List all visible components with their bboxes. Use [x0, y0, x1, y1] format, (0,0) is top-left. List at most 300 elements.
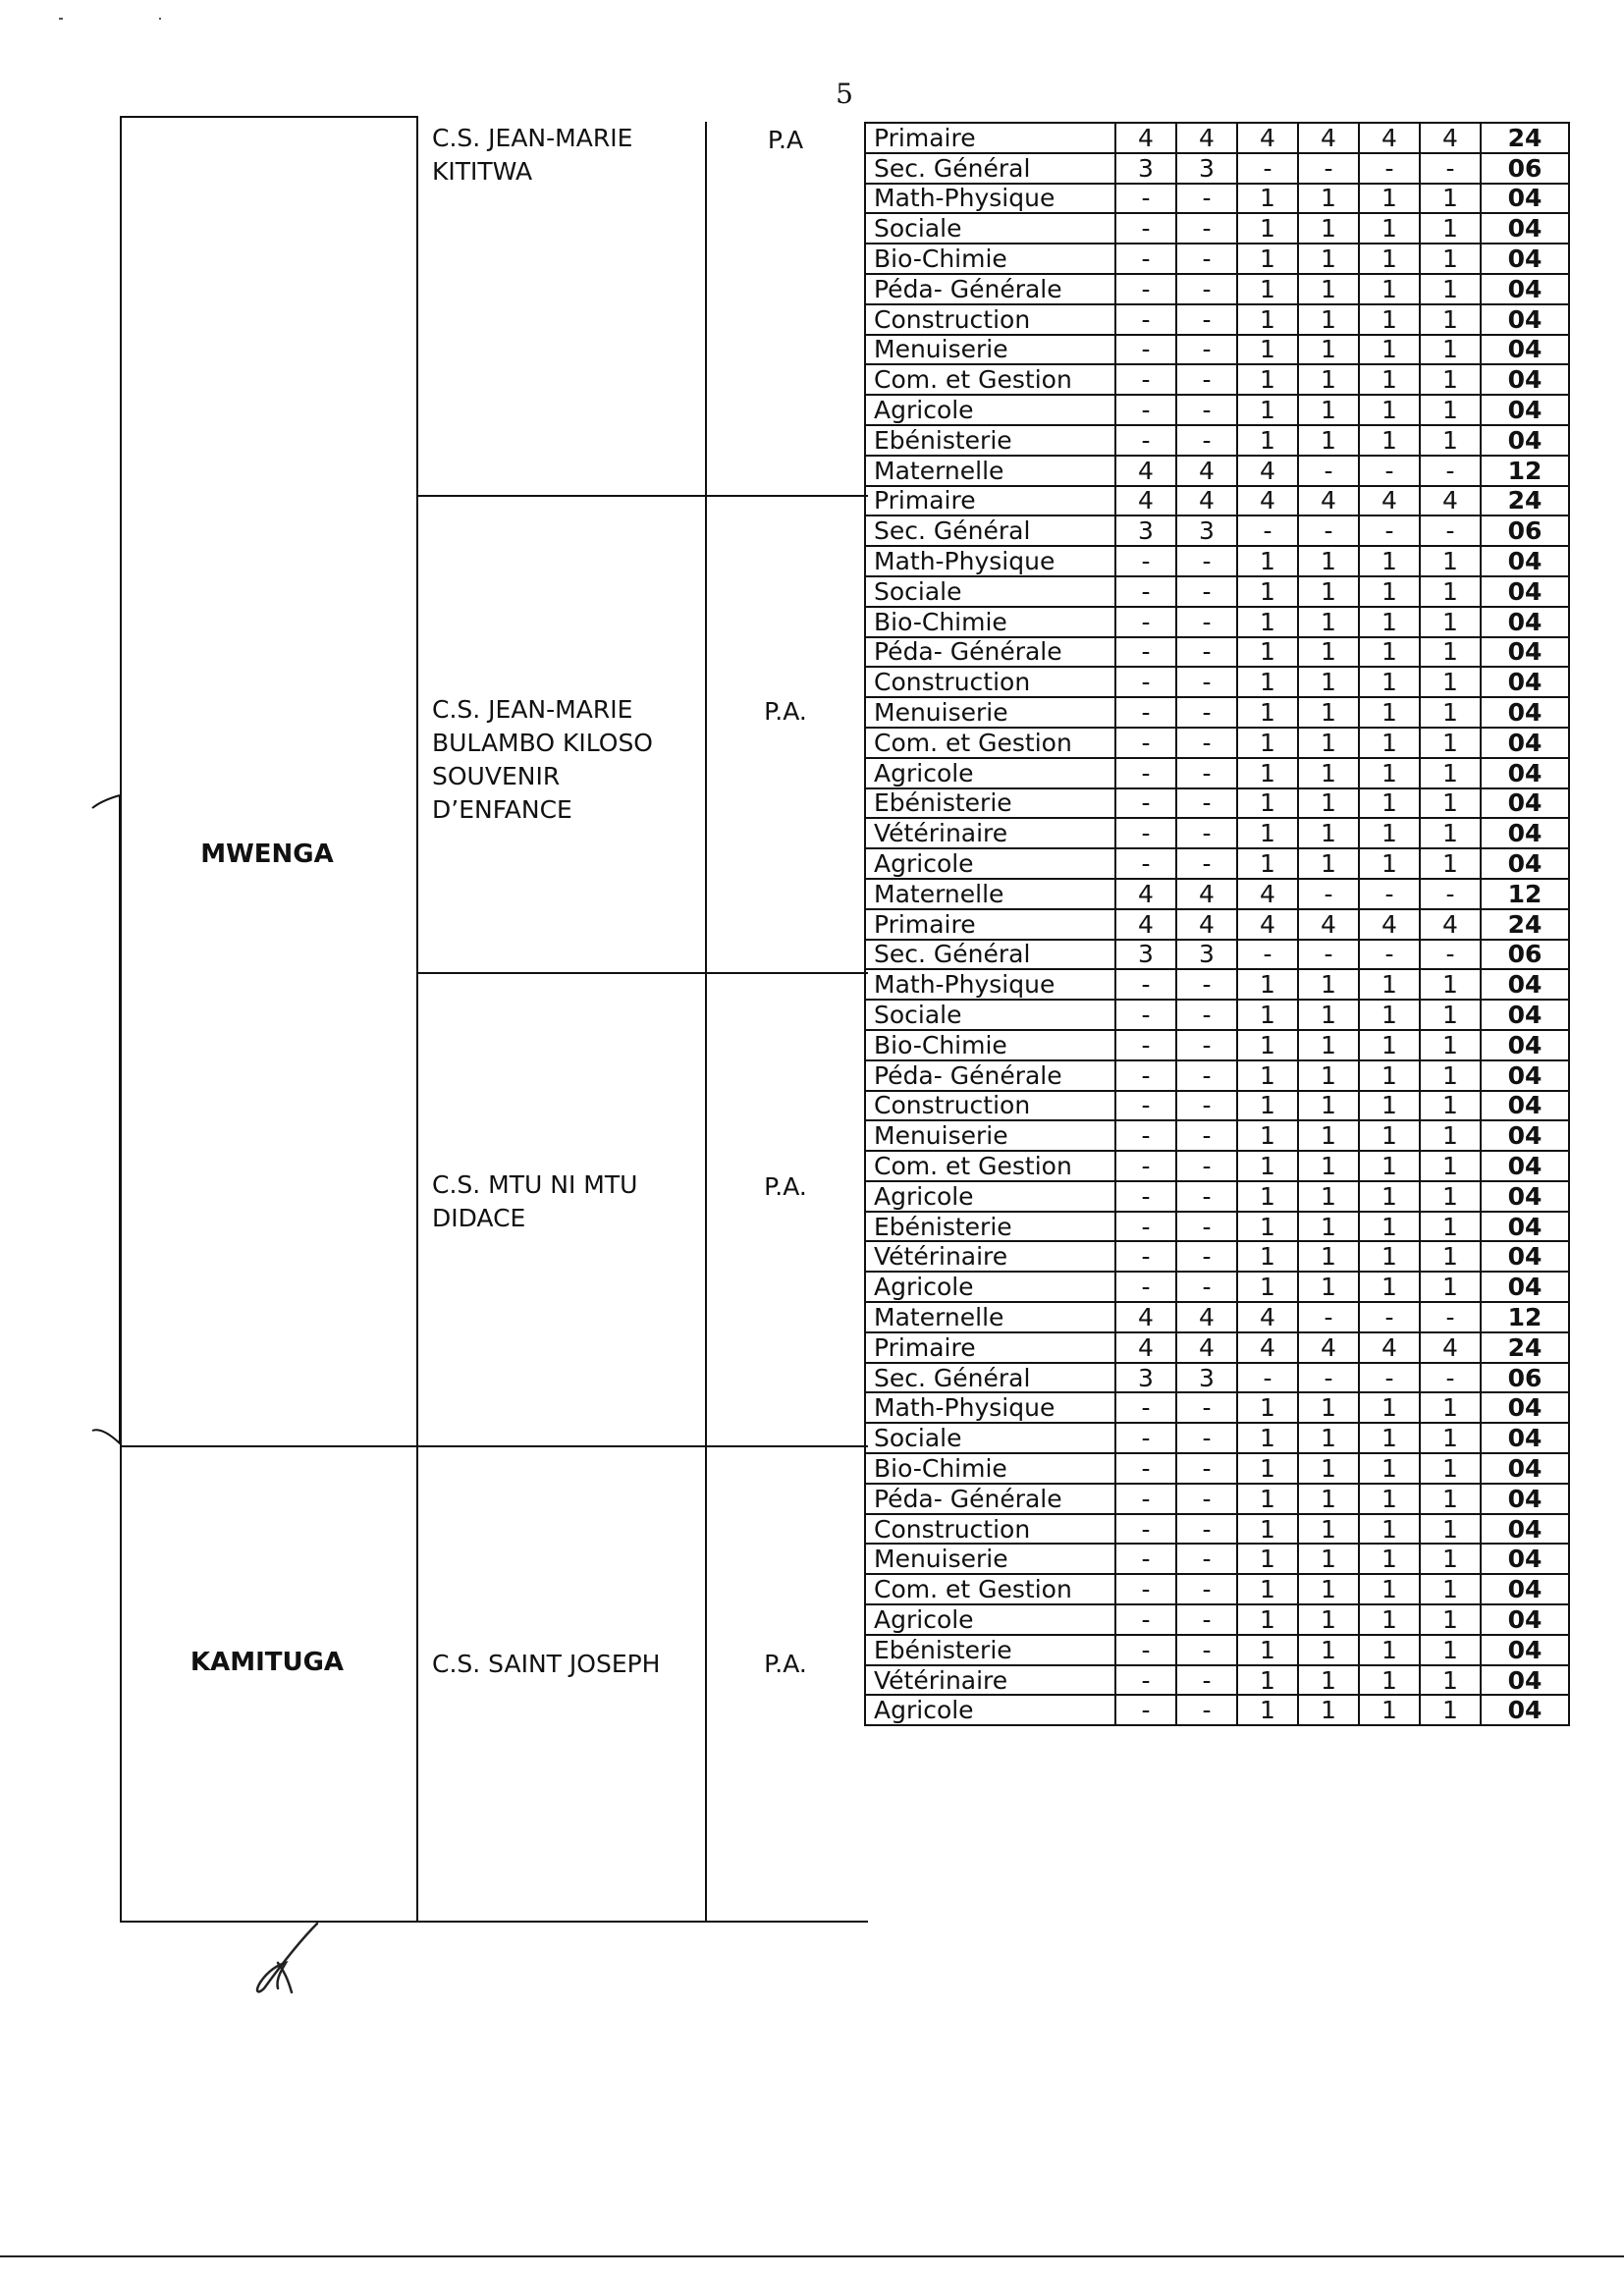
class-count: 1 — [1359, 1241, 1420, 1272]
section-name: Primaire — [865, 1332, 1115, 1363]
class-count: 1 — [1359, 546, 1420, 576]
class-count: 4 — [1420, 909, 1481, 940]
section-row — [865, 1030, 1569, 1060]
class-count: - — [1176, 697, 1237, 728]
class-count: - — [1298, 515, 1359, 546]
section-name: Vétérinaire — [865, 1241, 1115, 1272]
class-count: 1 — [1359, 1665, 1420, 1696]
class-count: 1 — [1298, 1635, 1359, 1665]
section-name: Sec. Général — [865, 940, 1115, 970]
class-count: 1 — [1237, 697, 1298, 728]
class-count: 1 — [1420, 213, 1481, 244]
class-count: 1 — [1298, 1695, 1359, 1725]
class-count: 1 — [1298, 1392, 1359, 1423]
class-count: 1 — [1237, 395, 1298, 425]
class-count: 1 — [1298, 1423, 1359, 1453]
section-total: 04 — [1481, 1453, 1569, 1484]
class-count: 4 — [1359, 486, 1420, 516]
class-count: 1 — [1237, 1030, 1298, 1060]
class-count: 1 — [1420, 395, 1481, 425]
class-count: 1 — [1298, 667, 1359, 697]
class-count: 4 — [1176, 1332, 1237, 1363]
class-count: 3 — [1115, 153, 1176, 184]
section-total: 24 — [1481, 1332, 1569, 1363]
section-name: Com. et Gestion — [865, 1574, 1115, 1604]
class-count: - — [1176, 335, 1237, 365]
class-count: 1 — [1359, 969, 1420, 1000]
section-name: Sociale — [865, 213, 1115, 244]
class-count: 1 — [1298, 274, 1359, 304]
class-count: 1 — [1420, 1665, 1481, 1696]
class-count: 1 — [1359, 1423, 1420, 1453]
class-count: 1 — [1237, 1120, 1298, 1151]
class-count: 1 — [1359, 1151, 1420, 1181]
class-count: - — [1420, 515, 1481, 546]
class-count: 1 — [1237, 576, 1298, 607]
school-name-3: C.S. MTU NI MTU DIDACE — [432, 1170, 638, 1232]
class-count: - — [1115, 1635, 1176, 1665]
class-count: - — [1298, 940, 1359, 970]
class-count: 1 — [1359, 697, 1420, 728]
section-row — [865, 1574, 1569, 1604]
section-total: 04 — [1481, 395, 1569, 425]
class-count: 1 — [1420, 244, 1481, 274]
section-row — [865, 940, 1569, 970]
class-count: - — [1237, 1363, 1298, 1393]
class-count: 1 — [1237, 304, 1298, 335]
class-count: - — [1115, 969, 1176, 1000]
section-row — [865, 728, 1569, 758]
class-count: 1 — [1359, 667, 1420, 697]
section-total: 04 — [1481, 607, 1569, 637]
section-total: 04 — [1481, 1060, 1569, 1091]
class-count: 1 — [1359, 1030, 1420, 1060]
class-count: 1 — [1237, 335, 1298, 365]
section-name: Sociale — [865, 576, 1115, 607]
class-count: 4 — [1115, 879, 1176, 909]
section-total: 04 — [1481, 335, 1569, 365]
section-name: Ebénisterie — [865, 788, 1115, 819]
class-count: 4 — [1115, 123, 1176, 153]
section-total: 04 — [1481, 546, 1569, 576]
school-type-1: P.A — [767, 126, 804, 154]
class-count: - — [1115, 637, 1176, 668]
class-count: - — [1176, 1604, 1237, 1635]
class-count: - — [1115, 1060, 1176, 1091]
class-count: 1 — [1298, 1000, 1359, 1030]
class-count: 1 — [1420, 969, 1481, 1000]
section-row — [865, 395, 1569, 425]
region-name-mwenga: MWENGA — [200, 840, 334, 869]
section-total: 04 — [1481, 244, 1569, 274]
class-count: 4 — [1176, 456, 1237, 486]
class-count: 4 — [1237, 486, 1298, 516]
section-row — [865, 335, 1569, 365]
class-count: 1 — [1298, 395, 1359, 425]
class-count: 3 — [1176, 515, 1237, 546]
class-count: 1 — [1298, 184, 1359, 214]
section-total: 24 — [1481, 486, 1569, 516]
class-count: 1 — [1420, 788, 1481, 819]
section-name: Primaire — [865, 909, 1115, 940]
section-name: Bio-Chimie — [865, 607, 1115, 637]
class-count: - — [1420, 1363, 1481, 1393]
section-name: Ebénisterie — [865, 425, 1115, 456]
class-count: 1 — [1420, 1120, 1481, 1151]
class-count: - — [1176, 274, 1237, 304]
class-count: - — [1176, 1453, 1237, 1484]
class-count: 1 — [1359, 395, 1420, 425]
section-name: Com. et Gestion — [865, 728, 1115, 758]
class-count: 4 — [1359, 909, 1420, 940]
section-name: Construction — [865, 1514, 1115, 1545]
section-total: 04 — [1481, 1151, 1569, 1181]
class-count: - — [1115, 607, 1176, 637]
section-total: 04 — [1481, 1030, 1569, 1060]
class-count: 1 — [1359, 1635, 1420, 1665]
class-count: 1 — [1420, 1423, 1481, 1453]
class-count: 1 — [1237, 788, 1298, 819]
section-total: 06 — [1481, 1363, 1569, 1393]
section-row — [865, 909, 1569, 940]
section-total: 04 — [1481, 184, 1569, 214]
section-total: 04 — [1481, 848, 1569, 879]
class-count: 4 — [1115, 1302, 1176, 1332]
class-count: 4 — [1176, 123, 1237, 153]
section-row — [865, 304, 1569, 335]
class-count: 1 — [1420, 304, 1481, 335]
section-name: Agricole — [865, 1604, 1115, 1635]
class-count: 1 — [1420, 364, 1481, 395]
class-count: - — [1176, 818, 1237, 848]
class-count: - — [1176, 607, 1237, 637]
class-count: 1 — [1359, 607, 1420, 637]
class-count: 1 — [1298, 546, 1359, 576]
section-total: 04 — [1481, 1665, 1569, 1696]
class-count: 1 — [1359, 728, 1420, 758]
class-count: 1 — [1237, 274, 1298, 304]
class-count: 1 — [1237, 1665, 1298, 1696]
class-count: 1 — [1420, 697, 1481, 728]
class-count: 1 — [1298, 1181, 1359, 1212]
class-count: - — [1359, 1363, 1420, 1393]
class-count: - — [1420, 879, 1481, 909]
class-count: - — [1115, 213, 1176, 244]
section-name: Bio-Chimie — [865, 244, 1115, 274]
class-count: - — [1298, 153, 1359, 184]
class-count: - — [1420, 456, 1481, 486]
section-name: Agricole — [865, 1272, 1115, 1302]
class-count: - — [1359, 456, 1420, 486]
section-name: Math-Physique — [865, 969, 1115, 1000]
class-count: 1 — [1237, 425, 1298, 456]
class-count: - — [1115, 335, 1176, 365]
section-total: 04 — [1481, 213, 1569, 244]
section-row — [865, 244, 1569, 274]
class-count: - — [1115, 395, 1176, 425]
region-cell-mwenga — [120, 116, 418, 1447]
class-count: - — [1115, 304, 1176, 335]
class-count: 1 — [1420, 1241, 1481, 1272]
section-row — [865, 788, 1569, 819]
class-count: 1 — [1298, 1514, 1359, 1545]
section-row — [865, 1272, 1569, 1302]
section-name: Péda- Générale — [865, 1060, 1115, 1091]
section-name: Sociale — [865, 1423, 1115, 1453]
class-count: 4 — [1298, 123, 1359, 153]
section-name: Bio-Chimie — [865, 1453, 1115, 1484]
class-count: 1 — [1298, 758, 1359, 788]
section-name: Maternelle — [865, 879, 1115, 909]
class-count: - — [1115, 1514, 1176, 1545]
section-row — [865, 456, 1569, 486]
page-number: 5 — [836, 78, 853, 110]
class-count: 1 — [1237, 1060, 1298, 1091]
class-count: - — [1115, 1212, 1176, 1242]
class-count: - — [1115, 184, 1176, 214]
class-count: 1 — [1298, 1484, 1359, 1514]
section-row — [865, 1453, 1569, 1484]
class-count: 1 — [1298, 335, 1359, 365]
class-count: 4 — [1237, 456, 1298, 486]
class-count: - — [1420, 153, 1481, 184]
class-count: 1 — [1359, 576, 1420, 607]
class-count: 1 — [1298, 1030, 1359, 1060]
class-count: - — [1115, 1000, 1176, 1030]
class-count: 1 — [1237, 1604, 1298, 1635]
class-count: 1 — [1237, 637, 1298, 668]
class-count: 4 — [1115, 1332, 1176, 1363]
section-row — [865, 1635, 1569, 1665]
section-name: Maternelle — [865, 1302, 1115, 1332]
class-count: 1 — [1420, 818, 1481, 848]
class-count: - — [1115, 1544, 1176, 1574]
class-count: 1 — [1298, 1120, 1359, 1151]
class-count: - — [1298, 879, 1359, 909]
class-count: - — [1176, 425, 1237, 456]
class-count: 1 — [1420, 1091, 1481, 1121]
section-total: 04 — [1481, 1392, 1569, 1423]
school-name-1: C.S. JEAN-MARIE KITITWA — [432, 124, 633, 186]
class-count: 1 — [1420, 1212, 1481, 1242]
class-count: 1 — [1237, 1151, 1298, 1181]
section-total: 06 — [1481, 153, 1569, 184]
class-count: 3 — [1115, 515, 1176, 546]
class-count: 1 — [1420, 637, 1481, 668]
class-count: 4 — [1359, 1332, 1420, 1363]
section-row — [865, 1604, 1569, 1635]
class-count: 1 — [1420, 1030, 1481, 1060]
section-row — [865, 1091, 1569, 1121]
class-count: - — [1176, 1212, 1237, 1242]
section-name: Vétérinaire — [865, 818, 1115, 848]
section-name: Vétérinaire — [865, 1665, 1115, 1696]
class-count: 1 — [1359, 274, 1420, 304]
section-row — [865, 515, 1569, 546]
class-count: - — [1176, 1665, 1237, 1696]
class-count: 1 — [1298, 304, 1359, 335]
class-count: 1 — [1237, 1272, 1298, 1302]
class-count: 4 — [1298, 1332, 1359, 1363]
class-count: 1 — [1359, 1574, 1420, 1604]
section-row — [865, 123, 1569, 153]
class-count: - — [1176, 1635, 1237, 1665]
section-row — [865, 1665, 1569, 1696]
class-count: - — [1237, 153, 1298, 184]
section-total: 04 — [1481, 1514, 1569, 1545]
class-count: - — [1115, 1423, 1176, 1453]
section-grid — [864, 122, 1570, 1726]
class-count: 1 — [1420, 1060, 1481, 1091]
section-row — [865, 486, 1569, 516]
section-name: Primaire — [865, 123, 1115, 153]
section-name: Agricole — [865, 1695, 1115, 1725]
class-count: 1 — [1237, 1091, 1298, 1121]
section-total: 04 — [1481, 637, 1569, 668]
section-total: 12 — [1481, 879, 1569, 909]
class-count: 1 — [1237, 1544, 1298, 1574]
section-name: Construction — [865, 667, 1115, 697]
section-name: Sociale — [865, 1000, 1115, 1030]
class-count: - — [1115, 1181, 1176, 1212]
section-total: 04 — [1481, 1272, 1569, 1302]
class-count: 1 — [1237, 848, 1298, 879]
class-count: 1 — [1237, 1181, 1298, 1212]
class-count: 1 — [1359, 1091, 1420, 1121]
class-count: - — [1176, 1091, 1237, 1121]
class-count: 1 — [1420, 758, 1481, 788]
class-count: - — [1115, 728, 1176, 758]
class-count: 1 — [1359, 1000, 1420, 1030]
section-name: Math-Physique — [865, 546, 1115, 576]
class-count: - — [1115, 1695, 1176, 1725]
section-name: Péda- Générale — [865, 274, 1115, 304]
section-total: 04 — [1481, 274, 1569, 304]
section-row — [865, 1302, 1569, 1332]
class-count: - — [1115, 1241, 1176, 1272]
section-name: Maternelle — [865, 456, 1115, 486]
section-row — [865, 1392, 1569, 1423]
section-total: 06 — [1481, 940, 1569, 970]
class-count: - — [1115, 1151, 1176, 1181]
class-count: 1 — [1359, 1514, 1420, 1545]
class-count: 3 — [1115, 1363, 1176, 1393]
section-total: 04 — [1481, 425, 1569, 456]
class-count: 1 — [1359, 213, 1420, 244]
scan-speck — [59, 18, 63, 20]
section-row — [865, 607, 1569, 637]
section-total: 04 — [1481, 1091, 1569, 1121]
class-count: - — [1115, 1120, 1176, 1151]
class-count: 1 — [1420, 335, 1481, 365]
class-count: - — [1176, 213, 1237, 244]
section-name: Menuiserie — [865, 335, 1115, 365]
class-count: - — [1237, 515, 1298, 546]
class-count: 1 — [1420, 1695, 1481, 1725]
class-count: 1 — [1237, 184, 1298, 214]
section-row — [865, 1332, 1569, 1363]
class-count: - — [1176, 1423, 1237, 1453]
class-count: 1 — [1359, 1120, 1420, 1151]
class-count: - — [1115, 546, 1176, 576]
class-count: - — [1298, 1363, 1359, 1393]
class-count: - — [1176, 728, 1237, 758]
section-row — [865, 1120, 1569, 1151]
class-count: 1 — [1420, 184, 1481, 214]
class-count: - — [1359, 940, 1420, 970]
class-count: 1 — [1298, 848, 1359, 879]
class-count: 1 — [1298, 364, 1359, 395]
class-count: - — [1115, 1091, 1176, 1121]
class-count: 1 — [1298, 1060, 1359, 1091]
class-count: 1 — [1237, 728, 1298, 758]
section-name: Construction — [865, 304, 1115, 335]
bottom-rule — [0, 2255, 1624, 2257]
class-count: 4 — [1420, 123, 1481, 153]
class-count: 1 — [1298, 607, 1359, 637]
class-count: - — [1176, 1241, 1237, 1272]
class-count: - — [1176, 546, 1237, 576]
class-count: 1 — [1359, 425, 1420, 456]
class-count: - — [1420, 1302, 1481, 1332]
section-name: Agricole — [865, 848, 1115, 879]
class-count: - — [1176, 788, 1237, 819]
section-row — [865, 667, 1569, 697]
class-count: 1 — [1237, 667, 1298, 697]
class-count: 1 — [1359, 848, 1420, 879]
class-count: 1 — [1420, 274, 1481, 304]
class-count: - — [1176, 667, 1237, 697]
section-total: 04 — [1481, 758, 1569, 788]
class-count: 4 — [1115, 486, 1176, 516]
section-total: 04 — [1481, 1000, 1569, 1030]
class-count: - — [1176, 1120, 1237, 1151]
class-count: - — [1176, 1030, 1237, 1060]
class-count: - — [1176, 244, 1237, 274]
section-name: Math-Physique — [865, 184, 1115, 214]
class-count: - — [1115, 1484, 1176, 1514]
class-count: 1 — [1420, 667, 1481, 697]
class-count: - — [1176, 969, 1237, 1000]
section-row — [865, 1151, 1569, 1181]
scan-speck — [159, 18, 161, 20]
section-total: 04 — [1481, 1635, 1569, 1665]
class-count: - — [1115, 788, 1176, 819]
class-count: 1 — [1359, 1695, 1420, 1725]
section-row — [865, 576, 1569, 607]
class-count: 1 — [1237, 818, 1298, 848]
class-count: - — [1115, 1604, 1176, 1635]
class-count: 1 — [1237, 607, 1298, 637]
class-count: - — [1359, 1302, 1420, 1332]
section-total: 04 — [1481, 1604, 1569, 1635]
class-count: 4 — [1176, 909, 1237, 940]
class-count: - — [1115, 848, 1176, 879]
class-count: 1 — [1237, 758, 1298, 788]
class-count: - — [1176, 1000, 1237, 1030]
class-count: - — [1176, 1151, 1237, 1181]
class-count: 1 — [1237, 244, 1298, 274]
class-count: 1 — [1420, 1151, 1481, 1181]
section-row — [865, 1484, 1569, 1514]
class-count: 4 — [1115, 456, 1176, 486]
class-count: 4 — [1176, 1302, 1237, 1332]
class-count: 1 — [1298, 244, 1359, 274]
class-count: 1 — [1298, 969, 1359, 1000]
section-total: 04 — [1481, 1695, 1569, 1725]
class-count: 1 — [1420, 546, 1481, 576]
class-count: 1 — [1298, 697, 1359, 728]
